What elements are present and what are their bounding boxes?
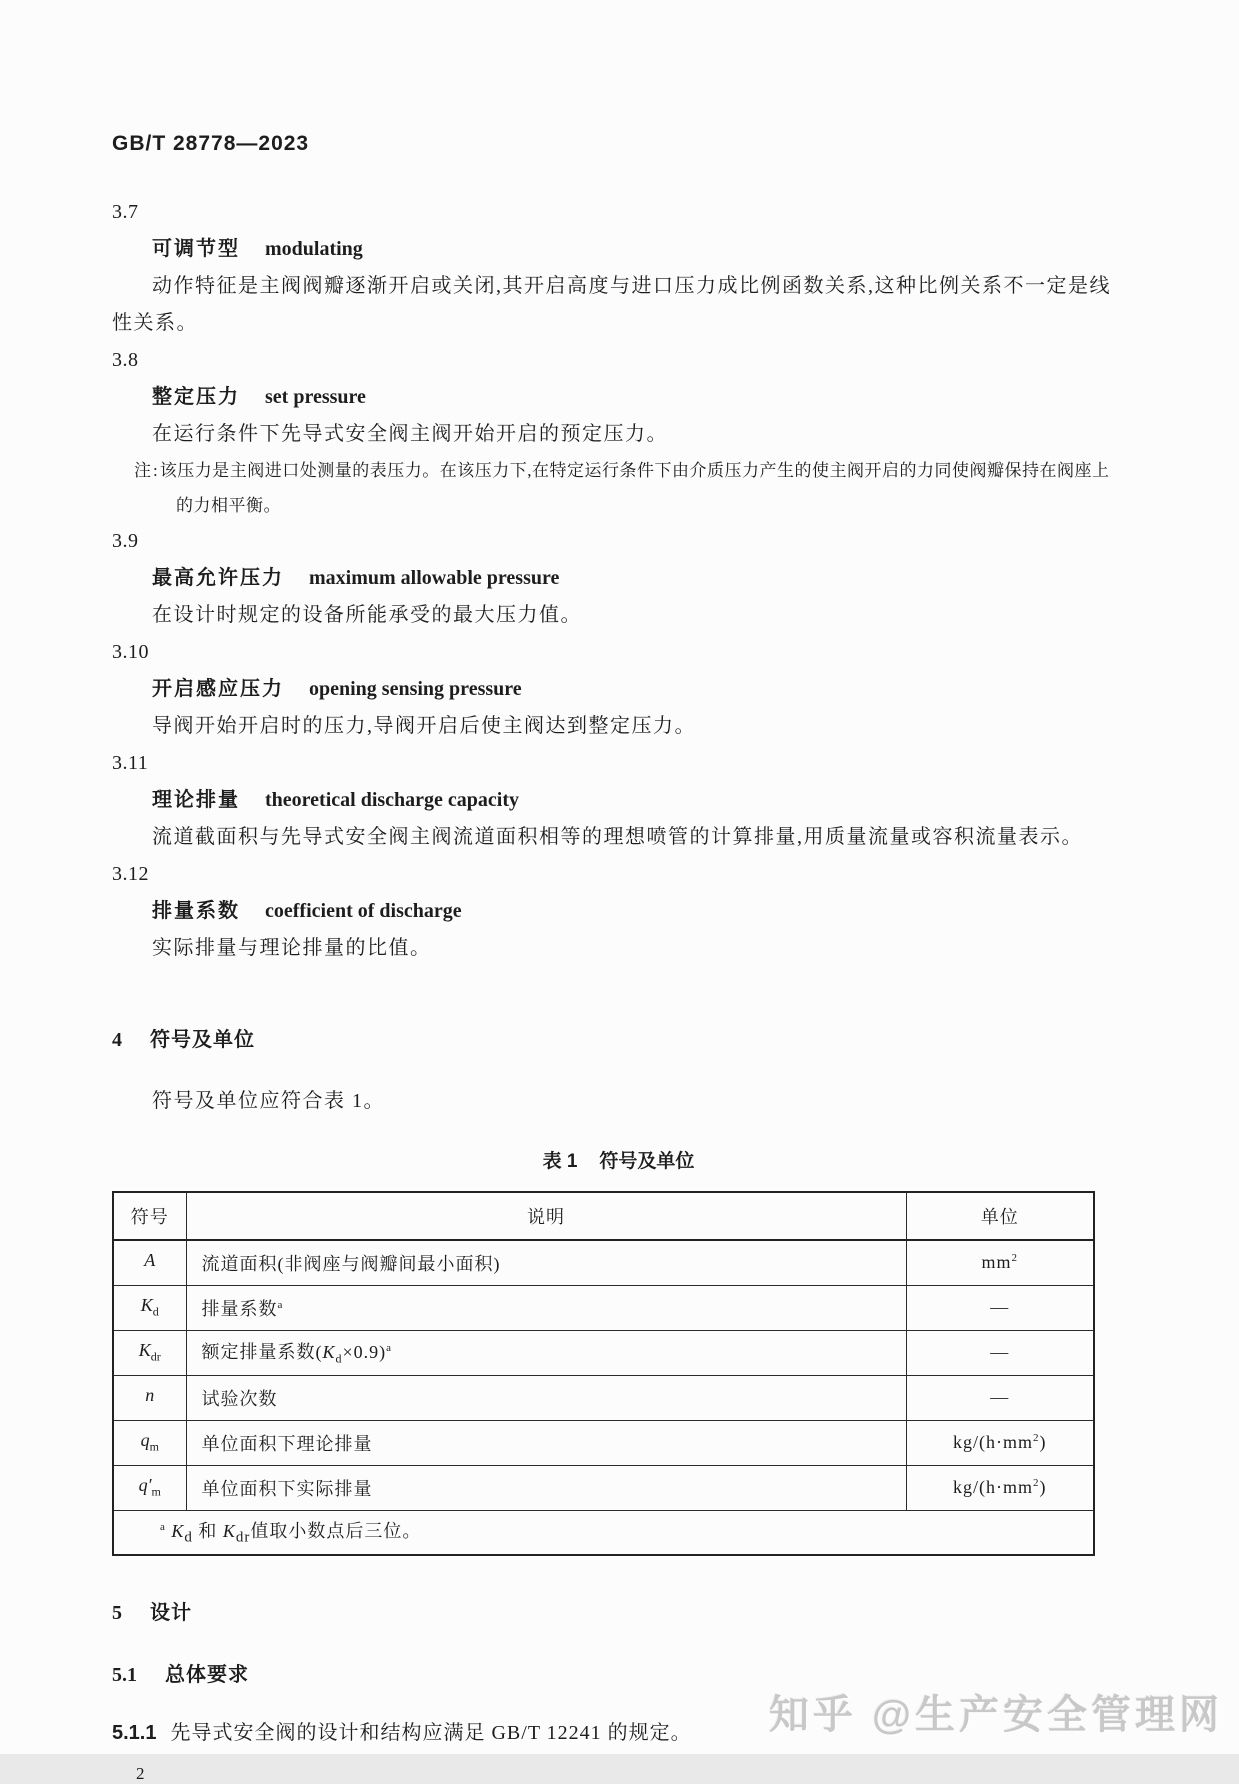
table-1-caption-title: 符号及单位 [599,1151,695,1172]
description-cell: 单位面积下实际排量 [186,1465,906,1510]
term-definition: 导阀开始开启时的压力,导阀开启后使主阀达到整定压力。 [152,715,696,737]
table-row [113,1465,1094,1510]
description-cell: 单位面积下理论排量 [186,1420,906,1465]
term-en: coefficient of discharge [265,900,462,922]
unit-cell: — [906,1375,1094,1420]
term-number: 3.10 [112,641,149,663]
section-5-title: 设计 [150,1602,192,1624]
term-number: 3.11 [112,752,149,774]
unit-cell: — [906,1285,1094,1330]
clause-5-1-1-text: 先导式安全阀的设计和结构应满足 GB/T 12241 的规定。 [170,1722,692,1744]
term-zh: 可调节型 [152,238,240,260]
term-number: 3.9 [112,530,139,552]
unit-cell: — [906,1330,1094,1375]
term-title [112,671,1125,708]
term-en: opening sensing pressure [309,678,522,700]
unit-cell: $kg/(h\cdot mm^2)$ [906,1420,1094,1465]
table-row [113,1330,1094,1375]
term-definition: 流道截面积与先导式安全阀主阀流道面积相等的理想喷管的计算排量,用质量流量或容积流量表示。 [152,826,1083,848]
description-cell: 试验次数 [186,1375,906,1420]
unit-cell: $mm^2$ [906,1240,1094,1285]
section-5-heading [112,1598,1125,1628]
note-label: 注: [134,461,160,480]
symbol-cell: A [113,1240,186,1285]
term-definition: 动作特征是主阀阀瓣逐渐开启或关闭,其开启高度与进口压力成比例函数关系,这种比例关系不一定是线性关系。 [112,275,1111,334]
symbol-cell: $q'_m$ [113,1465,186,1510]
term-number: 3.12 [112,863,149,885]
term-en: maximum allowable pressure [309,567,560,589]
note-text: 该压力是主阀进口处测量的表压力。在该压力下,在特定运行条件下由介质压力产生的使主阀开启的力同使阀瓣保持在阀座上的力相平衡。 [159,461,1110,515]
clause-5-1-1-number: 5.1.1 [112,1722,157,1744]
term-title [112,560,1125,597]
term-title [112,379,1125,416]
table-1-caption-label: 表 1 [542,1151,578,1172]
page-number: 2 [136,1764,145,1783]
section-4-number: 4 [112,1029,122,1051]
table-header-row [113,1192,1094,1240]
column-header-description: 说明 [186,1192,906,1240]
symbol-cell: $K_{dr}$ [113,1330,186,1375]
table-1-caption [112,1146,1125,1173]
symbol-cell: $q_m$ [113,1420,186,1465]
term-definition: 实际排量与理论排量的比值。 [152,937,432,959]
term-title [112,782,1125,819]
symbol-cell: $K_d$ [113,1285,186,1330]
term-note [112,453,1125,523]
description-cell: 排量系数$^a$ [186,1285,906,1330]
section-4-paragraph: 符号及单位应符合表 1。 [152,1090,385,1112]
table-row [113,1375,1094,1420]
symbols-units-table [112,1191,1095,1556]
table-row [113,1240,1094,1285]
term-zh: 开启感应压力 [152,678,284,700]
term-title [112,231,1125,268]
term-en: modulating [265,238,363,260]
watermark: 知乎 @生产安全管理网 [768,1693,1223,1737]
section-4-heading [112,1025,1125,1055]
table-footnote-row [113,1510,1094,1555]
column-header-unit: 单位 [906,1192,1094,1240]
section-4-title: 符号及单位 [150,1029,255,1051]
term-definition: 在运行条件下先导式安全阀主阀开始开启的预定压力。 [152,423,668,445]
term-definition: 在设计时规定的设备所能承受的最大压力值。 [152,604,582,626]
terms-section [112,194,1125,967]
description-cell: 额定排量系数$(K_d\times 0.9)^a$ [186,1330,906,1375]
symbol-cell: n [113,1375,186,1420]
term-number: 3.8 [112,349,139,371]
section-5-1-number: 5.1 [112,1664,137,1686]
term-zh: 排量系数 [152,900,240,922]
standard-code: GB/T 28778—2023 [112,132,310,155]
table-row [113,1285,1094,1330]
section-5-number: 5 [112,1602,122,1624]
term-number: 3.7 [112,201,139,223]
column-header-symbol: 符号 [113,1192,186,1240]
unit-cell: $kg/(h\cdot mm^2)$ [906,1465,1094,1510]
term-zh: 最高允许压力 [152,567,284,589]
description-cell: 流道面积(非阀座与阀瓣间最小面积) [186,1240,906,1285]
section-5-1-title: 总体要求 [165,1664,249,1686]
term-title [112,893,1125,930]
term-en: set pressure [265,386,366,408]
term-en: theoretical discharge capacity [265,789,520,811]
term-zh: 理论排量 [152,789,240,811]
table-footnote: $^a$ $K_d$ 和 $K_{dr}$值取小数点后三位。 [113,1510,1094,1555]
term-zh: 整定压力 [152,386,240,408]
table-row [113,1420,1094,1465]
